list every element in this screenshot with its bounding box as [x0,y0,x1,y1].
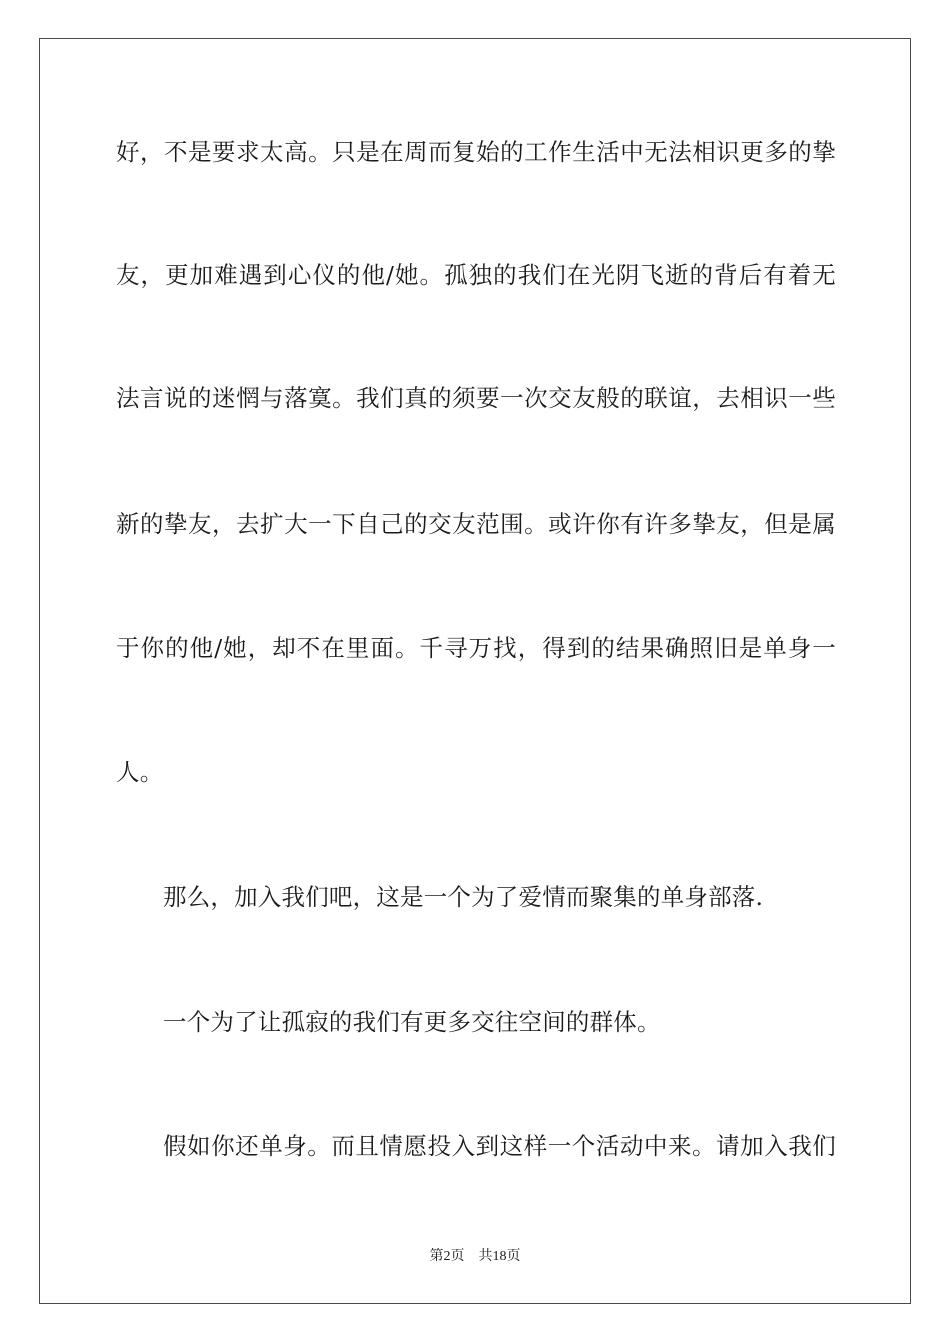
body-text-line: 新的挚友，去扩大一下自己的交友范围。或许你有许多挚友，但是属 [116,510,836,538]
body-text-line: 于你的他/她，却不在里面。千寻万找，得到的结果确照旧是单身一 [116,634,836,662]
body-text-line: 人。 [116,758,164,786]
page-border [39,38,911,1304]
paragraph-line: 那么，加入我们吧，这是一个为了爱情而聚集的单身部落. [163,883,764,911]
paragraph-line: 假如你还单身。而且情愿投入到这样一个活动中来。请加入我们 [163,1132,836,1160]
page-total: 共18页 [478,1249,521,1264]
body-text-line: 法言说的迷惘与落寞。我们真的须要一次交友般的联谊，去相识一些 [116,384,836,412]
page-number: 第2页 [429,1249,465,1264]
page-footer [0,1247,950,1267]
body-text-line: 友，更加难遇到心仪的他/她。孤独的我们在光阴飞逝的背后有着无 [116,261,836,289]
body-text-line: 好，不是要求太高。只是在周而复始的工作生活中无法相识更多的挚 [116,138,836,166]
paragraph-line: 一个为了让孤寂的我们有更多交往空间的群体。 [163,1008,661,1036]
